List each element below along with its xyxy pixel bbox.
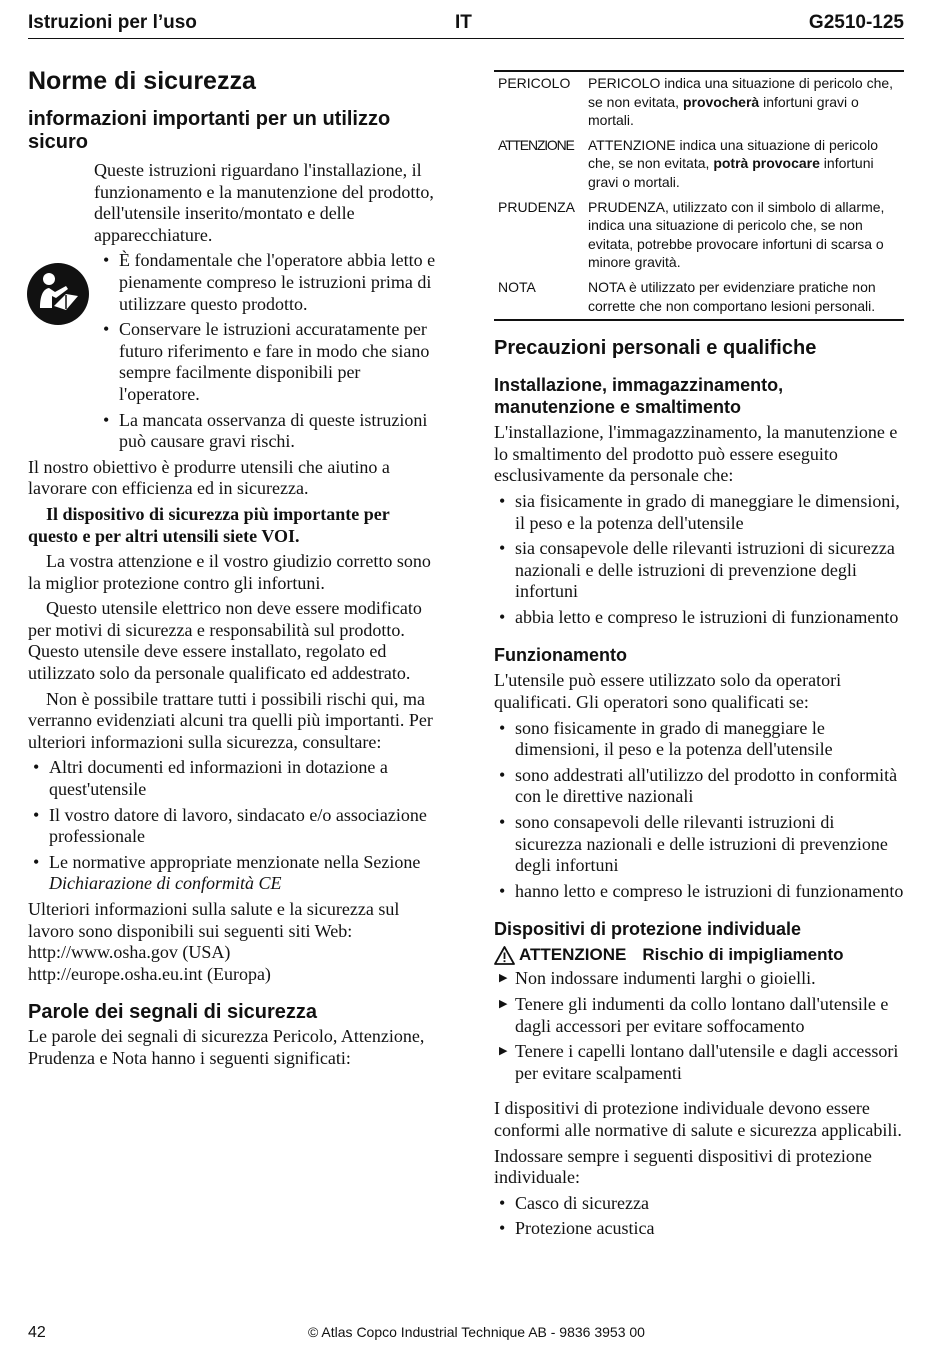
list-item: • abbia letto e compreso le istruzioni di funzionamento [494, 607, 904, 629]
list-item: • hanno letto e compreso le istruzioni di funzionamento [494, 881, 904, 903]
copyright-notice: © Atlas Copco Industrial Technique AB - 9836 3953 00 [308, 1324, 645, 1340]
list-item: • Casco di sicurezza [494, 1193, 904, 1215]
ppe-heading: Dispositivi di protezione individuale [494, 919, 802, 940]
warning-label: ATTENZIONE [519, 945, 627, 965]
header-model: G2510-125 [808, 12, 904, 33]
warning-bullet-list [494, 968, 904, 1084]
signal-definition: NOTA è utilizzato per evidenziare pratiche non corrette che non comportano lesioni personali. [588, 278, 876, 314]
signal-words-table [494, 70, 904, 321]
list-item: • Altri documenti ed informazioni in dotazione a quest'utensile [28, 757, 443, 800]
info-bullet-list [28, 757, 443, 895]
precautions-heading: Precauzioni personali e qualifiche [494, 337, 817, 360]
warning-triangle-icon [494, 946, 515, 965]
osha-url-link[interactable]: http://www.osha.gov (USA) [28, 942, 231, 963]
table-row [494, 276, 904, 320]
safety-device-paragraph: Il dispositivo di sicurezza più importante per questo e per altri utensili siete VOI. [28, 503, 390, 546]
risks-paragraph: Non è possibile trattare tutti i possibili rischi qui, ma verranno evidenziati alcuni tra quelli più importanti. Per ulteriori informazioni sulla sicurezza, consultare: [28, 688, 433, 752]
intro-block [28, 160, 443, 453]
list-item-text: Le normative appropriate menzionate nella Sezione [49, 851, 421, 872]
signal-term: ATTENZIONE [498, 136, 574, 153]
signal-term: PRUDENZA [498, 198, 576, 215]
table-row [494, 71, 904, 134]
list-item: • sia consapevole delle rilevanti istruzioni di sicurezza nazionali e delle istruzioni di prevenzione degli infortuni [494, 538, 904, 603]
list-item: • Il vostro datore di lavoro, sindacato e/o associazione professionale [28, 805, 443, 848]
header-doc-type: Istruzioni per l’uso [28, 12, 197, 33]
eu-osha-url-link[interactable]: http://europe.osha.eu.int (Europa) [28, 963, 271, 984]
list-item: ▶ Tenere gli indumenti da collo lontano dall'utensile e dagli accessori per evitare soffocamento [494, 994, 904, 1037]
conformity-reference: Dichiarazione di conformità CE [49, 873, 282, 894]
list-item: • Protezione acustica [494, 1218, 904, 1240]
list-item: ▶ Tenere i capelli lontano dall'utensile e dagli accessori per evitare scalpamenti [494, 1041, 904, 1084]
signal-definition: PRUDENZA, utilizzato con il simbolo di allarme, indica una situazione di pericolo che, se non evitata, potrebbe provocare infortuni di scarsa o minore gravità. [588, 198, 885, 271]
intro-paragraph: Queste istruzioni riguardano l'installazione, il funzionamento e la manutenzione del prodotto, dell'utensile inserito/montato e delle apparecchiature. [94, 160, 434, 245]
list-item: • sono fisicamente in grado di maneggiare le dimensioni, il peso e la potenza dell'utensile [494, 718, 904, 761]
subsection-title: informazioni importanti per un utilizzo sicuro [28, 108, 391, 153]
section-title: Norme di sicurezza [28, 67, 256, 95]
header-language: IT [455, 12, 472, 33]
left-column [28, 66, 443, 1074]
page-footer [28, 1322, 904, 1342]
intro-bullet-list [98, 250, 443, 452]
signal-words-heading: Parole dei segnali di sicurezza [28, 1001, 318, 1024]
signal-term: PERICOLO [498, 75, 571, 91]
warning-title: Rischio di impigliamento [642, 945, 844, 965]
modification-paragraph: Questo utensile elettrico non deve essere modificato per motivi di sicurezza e responsabilità sul prodotto. Questo utensile deve essere installato, regolato ed utilizzato solo da personale qualificato ed addestrato. [28, 598, 422, 684]
installation-intro: L'installazione, l'immagazzinamento, la manutenzione e lo smaltimento del prodotto può essere eseguito esclusivamente da personale che: [494, 422, 898, 486]
list-item: • sono consapevoli delle rilevanti istruzioni di sicurezza nazionali e delle istruzioni di prevenzione degli infortuni [494, 812, 904, 877]
operation-intro: L'utensile può essere utilizzato solo da operatori qualificati. Gli operatori sono qualificati se: [494, 670, 842, 713]
ppe-bullet-list [494, 1193, 904, 1240]
goal-paragraph: Il nostro obiettivo è produrre utensili che aiutino a lavorare con efficienza ed in sicurezza. [28, 456, 390, 499]
operation-heading: Funzionamento [494, 645, 627, 666]
warning-callout [494, 944, 904, 966]
operation-bullet-list [494, 718, 904, 903]
page-header [28, 12, 904, 39]
list-item: ▶ Non indossare indumenti larghi o gioielli. [494, 968, 904, 990]
installation-heading: Installazione, immagazzinamento, manutenzione e smaltimento [494, 375, 784, 418]
page-number: 42 [28, 1324, 46, 1341]
attention-paragraph: La vostra attenzione e il vostro giudizio corretto sono la miglior protezione contro gli infortuni. [28, 551, 431, 593]
websites-paragraph: Ulteriori informazioni sulla salute e la sicurezza sul lavoro sono disponibili sui seguenti siti Web: [28, 899, 400, 941]
signal-definition: PERICOLO indica una situazione di pericolo che, se non evitata, provocherà infortuni gravi o mortali. [588, 75, 894, 129]
read-manual-icon [26, 262, 90, 326]
ppe-paragraph: I dispositivi di protezione individuale devono essere conformi alle normative di salute e sicurezza applicabili. [494, 1098, 902, 1140]
list-item: • La mancata osservanza di queste istruzioni può causare gravi rischi. [98, 410, 443, 453]
signal-term: NOTA [498, 278, 536, 295]
list-item [28, 852, 443, 895]
list-item: • sono addestrati all'utilizzo del prodotto in conformità con le direttive nazionali [494, 765, 904, 808]
installation-bullet-list [494, 491, 904, 629]
list-item: • sia fisicamente in grado di maneggiare le dimensioni, il peso e la potenza dell'utensile [494, 491, 904, 534]
table-row [494, 196, 904, 276]
signal-definition: ATTENZIONE indica una situazione di pericolo che, se non evitata, potrà provocare infortuni gravi o mortali. [588, 136, 878, 190]
ppe-wear-paragraph: Indossare sempre i seguenti dispositivi di protezione individuale: [494, 1145, 872, 1188]
signal-words-intro: Le parole dei segnali di sicurezza Pericolo, Attenzione, Prudenza e Nota hanno i seguenti significati: [28, 1026, 425, 1068]
list-item: • Conservare le istruzioni accuratamente per futuro riferimento e fare in modo che siano sempre facilmente disponibili per l'operatore. [98, 319, 443, 405]
right-column [494, 70, 904, 1244]
table-row [494, 134, 904, 196]
list-item: • È fondamentale che l'operatore abbia letto e pienamente compreso le istruzioni prima di utilizzare questo prodotto. [98, 250, 443, 315]
